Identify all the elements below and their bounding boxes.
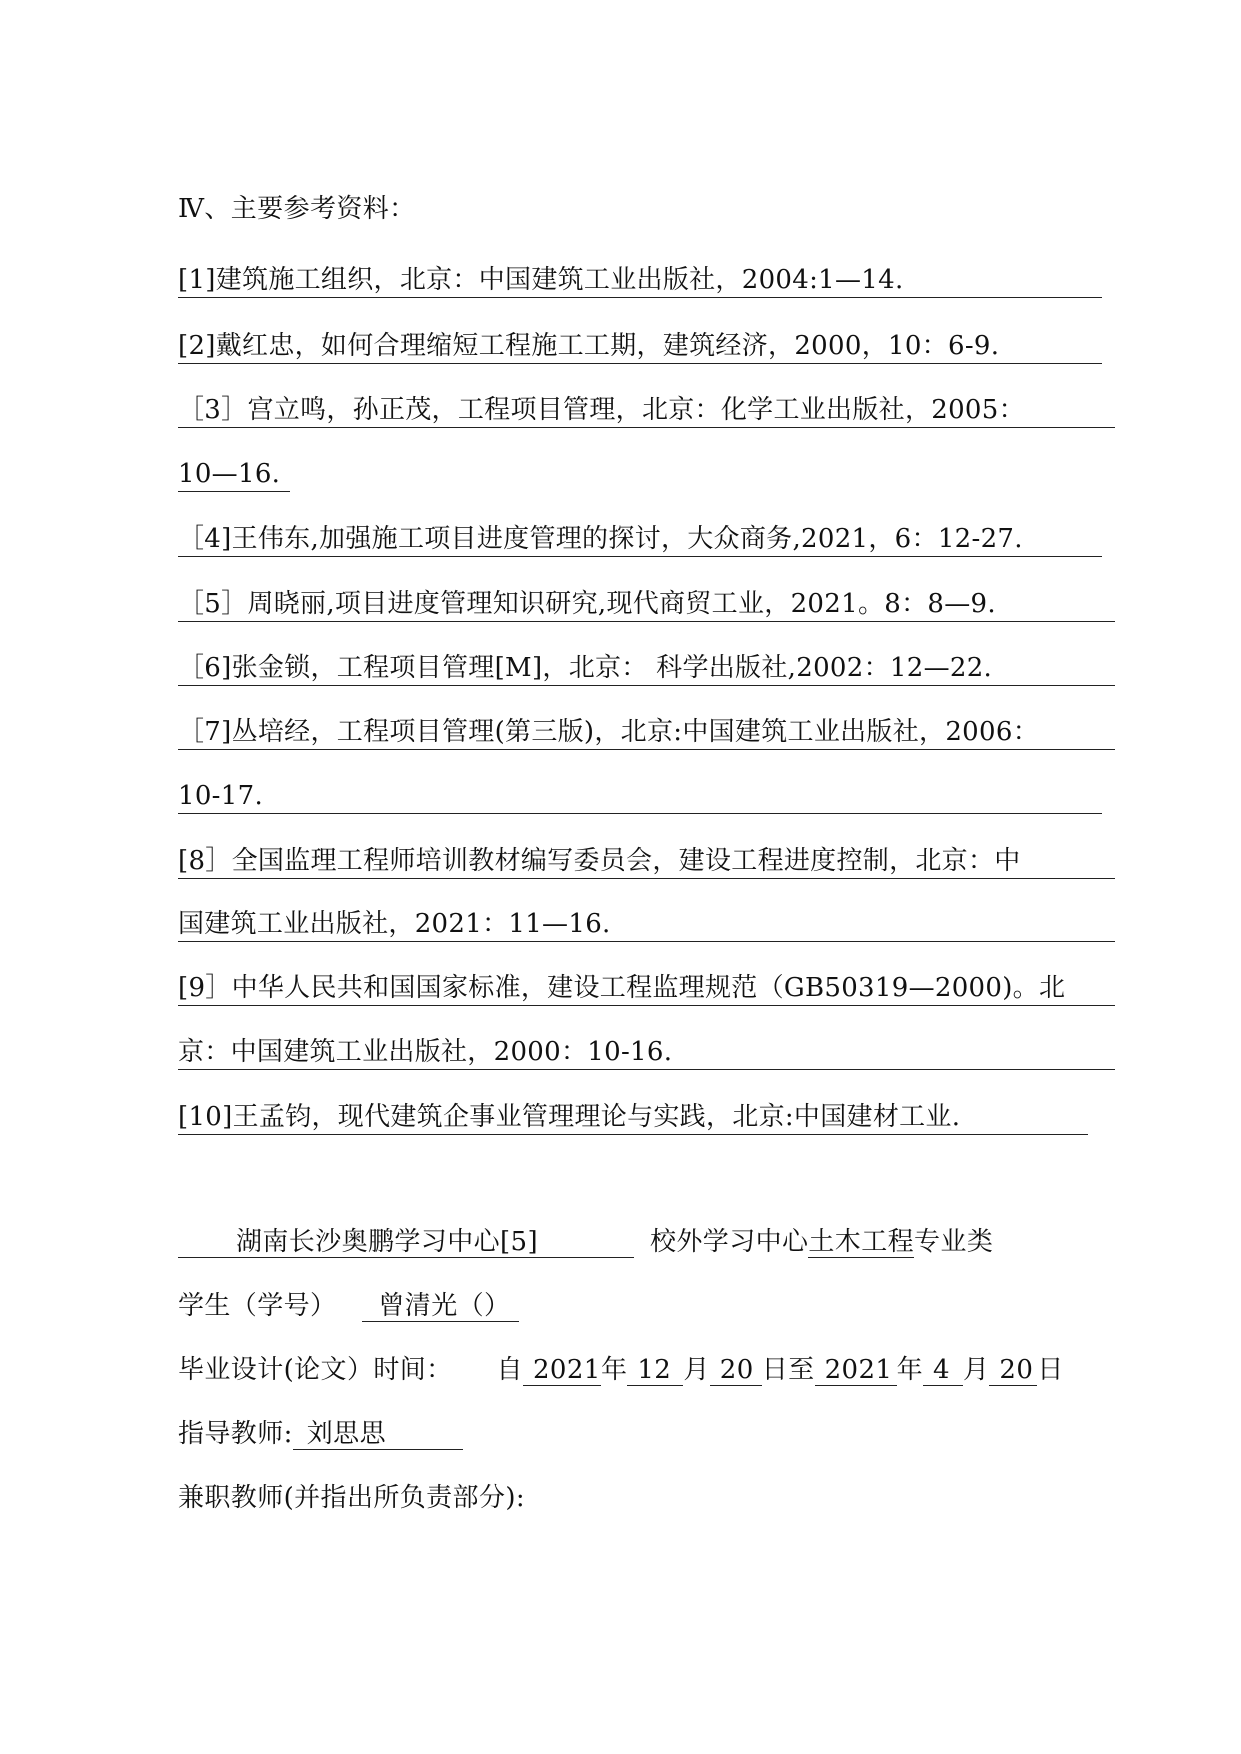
reference-2: [2]戴红忠，如何合理缩短工程施工工期，建筑经济，2000，10：6-9.: [178, 330, 1102, 364]
start-month-char: 月: [683, 1355, 710, 1385]
advisor-line: [178, 1418, 463, 1450]
parttime-teacher-label: 兼职教师(并指出所负责部分):: [178, 1483, 526, 1513]
reference-8-line-1: [8］全国监理工程师培训教材编写委员会，建设工程进度控制，北京：中: [178, 845, 1115, 879]
reference-9-line-1: [9］中华人民共和国国家标准，建设工程监理规范（GB50319—2000)。北: [178, 972, 1115, 1006]
reference-4: ［4]王伟东,加强施工项目进度管理的探讨，大众商务,2021，6：12-27.: [178, 523, 1102, 557]
reference-6: ［6]张金锁，工程项目管理[M]，北京： 科学出版社,2002：12—22.: [178, 652, 1115, 686]
advisor-value: 刘思思: [293, 1419, 463, 1450]
end-year: 2021: [815, 1355, 897, 1386]
reference-5: ［5］周晓丽,项目进度管理知识研究,现代商贸工业，2021。8：8—9.: [178, 588, 1115, 622]
end-year-char: 年: [896, 1355, 923, 1385]
learning-center-name: 湖南长沙奥鹏学习中心[5]: [178, 1227, 634, 1258]
from-label: 自: [496, 1355, 523, 1385]
student-label: 学生（学号）: [178, 1291, 337, 1321]
end-month: 4: [923, 1355, 963, 1386]
advisor-label: 指导教师:: [178, 1419, 293, 1449]
reference-7-line-2: 10-17.: [178, 780, 1102, 814]
reference-1: [1]建筑施工组织，北京：中国建筑工业出版社，2004:1—14.: [178, 264, 1102, 298]
design-time-label: 毕业设计(论文）时间：: [178, 1355, 453, 1385]
student-line: [178, 1290, 519, 1322]
reference-3-line-2: 10—16.: [178, 458, 290, 492]
design-time-line: [178, 1354, 1064, 1386]
reference-7-line-1: ［7]丛培经，工程项目管理(第三版)，北京:中国建筑工业出版社，2006：: [178, 716, 1115, 750]
end-day-char: 日: [1037, 1355, 1064, 1385]
major-name: 土木工程: [808, 1227, 915, 1257]
major-suffix: 专业类: [914, 1227, 994, 1257]
start-year: 2021: [523, 1355, 601, 1386]
end-day: 20: [989, 1355, 1037, 1386]
end-month-char: 月: [962, 1355, 990, 1385]
reference-10: [10]王孟钧，现代建筑企事业管理理论与实践，北京:中国建材工业.: [178, 1101, 1088, 1135]
references-heading: Ⅳ、主要参考资料：: [178, 194, 416, 224]
reference-8-line-2: 国建筑工业出版社，2021：11—16.: [178, 908, 1115, 942]
student-value: 曾清光（）: [362, 1291, 519, 1322]
reference-3-line-1: ［3］宫立鸣，孙正茂，工程项目管理，北京：化学工业出版社，2005：: [178, 394, 1115, 428]
learning-center-suffix: 校外学习中心: [650, 1227, 809, 1257]
start-year-char: 年: [600, 1355, 628, 1385]
start-day: 20: [710, 1355, 762, 1386]
to-label: 日至: [761, 1355, 815, 1385]
reference-9-line-2: 京：中国建筑工业出版社，2000：10-16.: [178, 1036, 1115, 1070]
start-month: 12: [627, 1355, 683, 1386]
learning-center-line: [178, 1226, 993, 1258]
